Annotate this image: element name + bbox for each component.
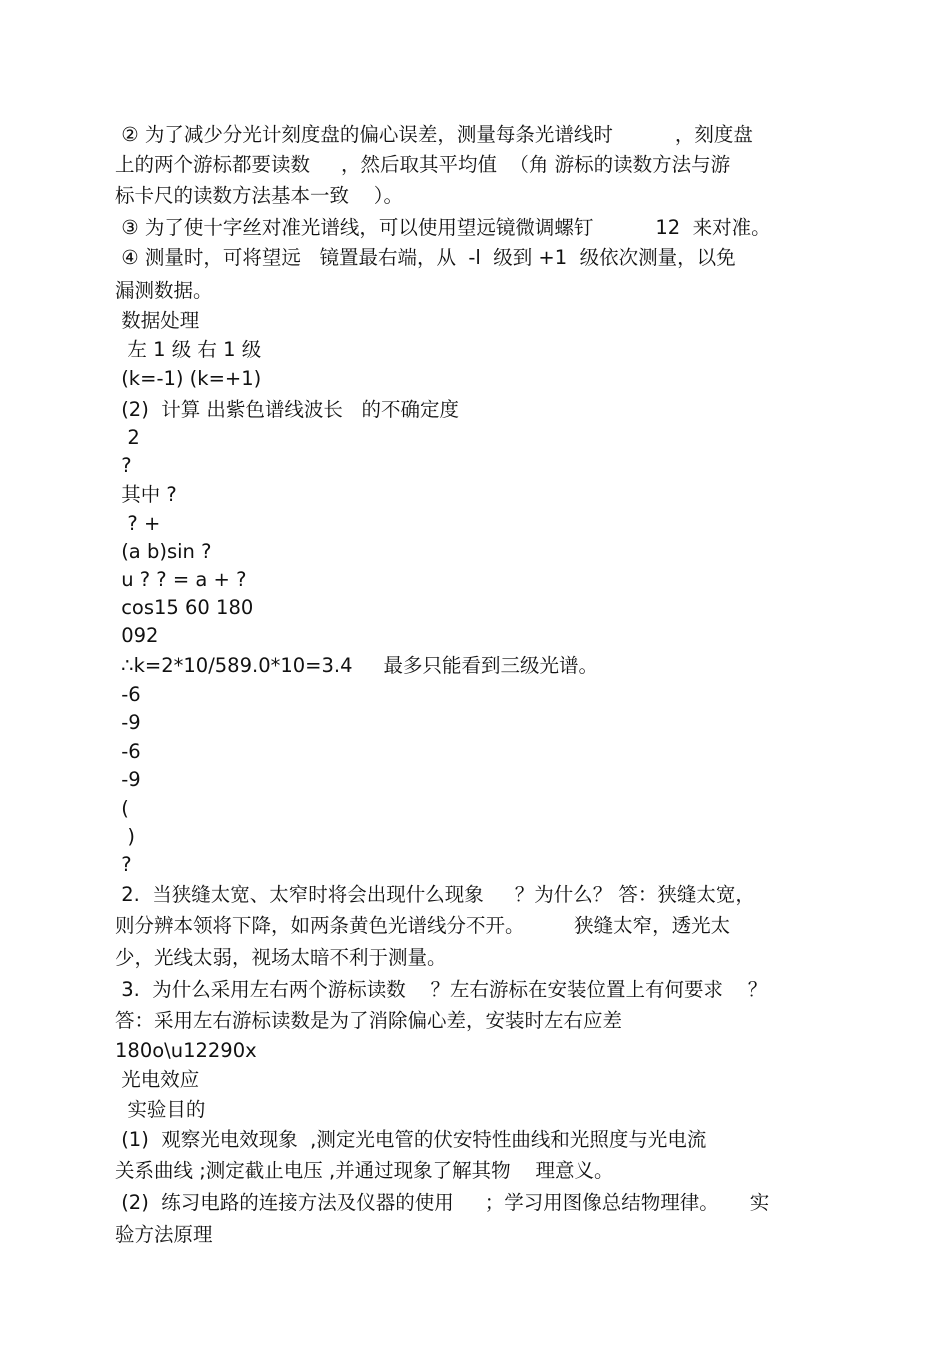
text-line: 2 — [115, 426, 140, 449]
text-line: 标卡尺的读数方法基本一致 ）。 — [115, 184, 404, 207]
text-line: 漏测数据。 — [115, 279, 213, 302]
text-line: cos15 60 180 — [115, 596, 254, 619]
text-line: 180o\u12290x — [115, 1039, 257, 1062]
text-line: ? — [115, 454, 132, 477]
text-line: -6 — [115, 740, 141, 763]
text-line: ∴k=2*10/589.0*10=3.4 最多只能看到三级光谱。 — [115, 654, 599, 677]
text-line: ③ 为了使十字丝对准光谱线，可以使用望远镜微调螺钉 12 来对准。 — [115, 216, 771, 239]
text-line: 少，光线太弱，视场太暗不利于测量。 — [115, 946, 447, 969]
text-line: 3. 为什么采用左右两个游标读数 ？左右游标在安装位置上有何要求 ？ — [115, 978, 768, 1001]
text-line: (1) 观察光电效现象 ,测定光电管的伏安特性曲线和光照度与光电流 — [115, 1128, 707, 1151]
section-heading: 数据处理 — [115, 309, 200, 332]
text-line: 其中 ? — [115, 483, 177, 506]
text-line: -9 — [115, 711, 141, 734]
text-line: (2) 计算 出紫色谱线波长 的不确定度 — [115, 398, 460, 421]
text-line: 验方法原理 — [115, 1223, 213, 1246]
section-heading: 实验目的 — [115, 1098, 206, 1121]
text-line: ( — [115, 797, 129, 820]
text-line: 左 1 级 右 1 级 — [115, 338, 262, 361]
text-line: 092 — [115, 624, 159, 647]
text-line: (2) 练习电路的连接方法及仪器的使用 ；学习用图像总结物理律。 实 — [115, 1191, 770, 1214]
text-line: (k=-1) (k=+1) — [115, 367, 262, 390]
text-line: 上的两个游标都要读数 ，然后取其平均值 （角 游标的读数方法与游 — [115, 153, 731, 176]
text-line: ) — [115, 825, 136, 848]
text-line: -6 — [115, 683, 141, 706]
text-line: ? + — [115, 512, 161, 535]
text-line: ② 为了减少分光计刻度盘的偏心误差，测量每条光谱线时 ，刻度盘 — [115, 123, 753, 146]
text-line: 2. 当狭缝太宽、太窄时将会出现什么现象 ？为什么？ 答：狭缝太宽， — [115, 883, 755, 906]
section-heading: 光电效应 — [115, 1068, 200, 1091]
text-line: 关系曲线 ;测定截止电压 ,并通过现象了解其物 理意义。 — [115, 1159, 614, 1182]
text-line: 则分辨本领将下降，如两条黄色光谱线分不开。 狭缝太窄，透光太 — [115, 914, 731, 937]
text-line: -9 — [115, 768, 141, 791]
text-line: u ? ? = a + ? — [115, 568, 247, 591]
text-line: ④ 测量时，可将望远 镜置最右端，从 -l 级到 +1 级依次测量，以免 — [115, 246, 736, 269]
text-line: ? — [115, 853, 132, 876]
text-line: (a b)sin ? — [115, 540, 212, 563]
text-line: 答：采用左右游标读数是为了消除偏心差，安装时左右应差 — [115, 1009, 623, 1032]
